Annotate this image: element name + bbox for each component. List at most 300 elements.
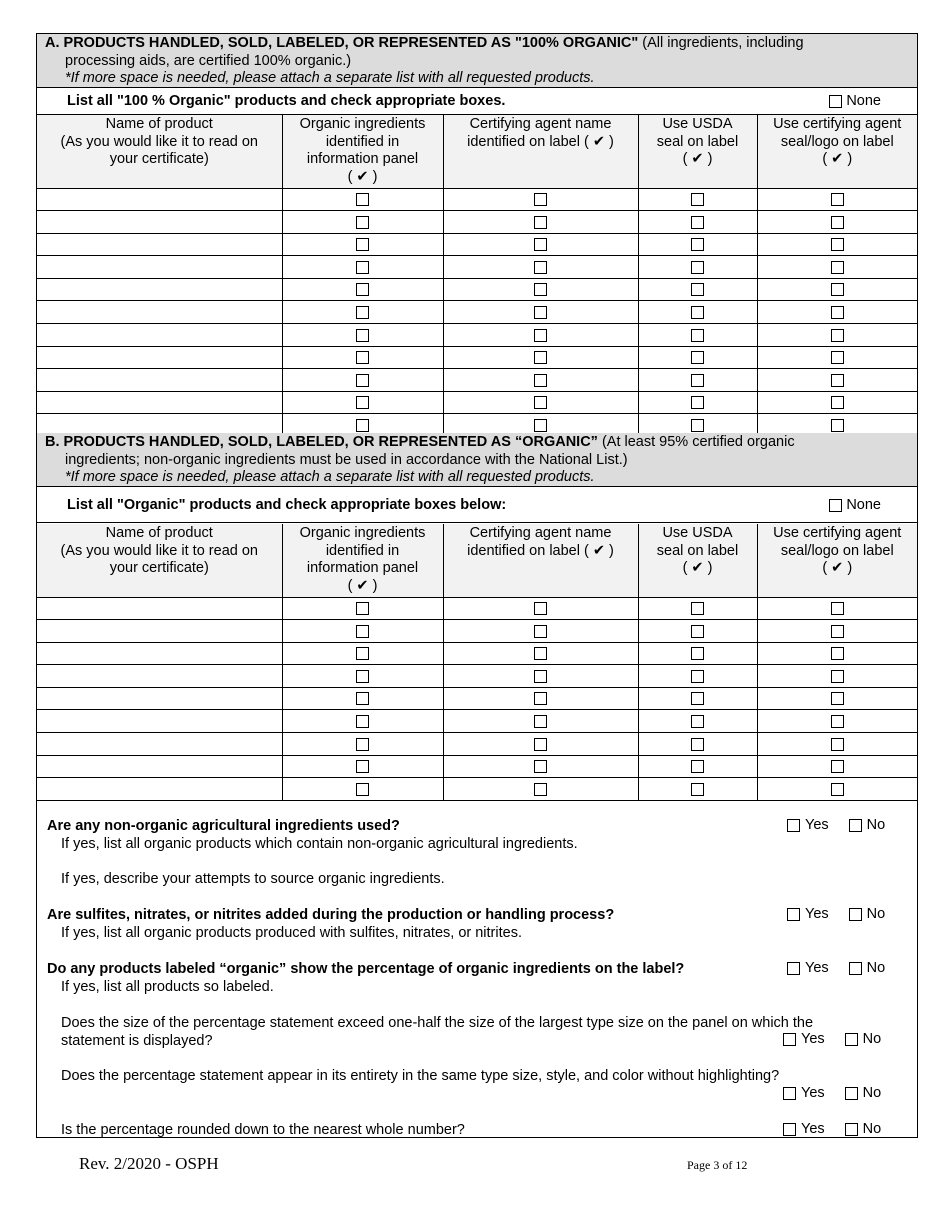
- checkbox-cell: [638, 188, 757, 211]
- agent-seal-checkbox[interactable]: [831, 306, 844, 319]
- section-a-header: [37, 34, 917, 88]
- col-header-seal: [757, 524, 917, 597]
- checkbox-cell: [638, 710, 757, 733]
- checkbox-cell: [638, 278, 757, 301]
- table-row: [37, 687, 917, 710]
- q4-yes-checkbox[interactable]: [783, 1033, 796, 1046]
- header-line: seal/logo on label: [780, 133, 894, 150]
- header-line: seal on label: [656, 133, 739, 150]
- header-line: Name of product: [105, 116, 213, 132]
- checkbox-cell: [757, 256, 917, 279]
- no-label: No: [866, 906, 886, 922]
- section-b-line2: ingredients; non-organic ingredients must be used in accordance with the National List.): [65, 451, 628, 468]
- product-name-cell[interactable]: [37, 346, 282, 369]
- agent-seal-checkbox[interactable]: [831, 715, 844, 728]
- header-line: Name of product: [105, 525, 213, 541]
- usda-seal-checkbox[interactable]: [691, 374, 704, 387]
- q5-no-checkbox[interactable]: [845, 1087, 858, 1100]
- header-line: information panel: [306, 560, 419, 576]
- question-non-organic-sub2: If yes, describe your attempts to source organic ingredients.: [61, 871, 445, 887]
- ingredients-checkbox[interactable]: [356, 738, 369, 751]
- table-row: [37, 278, 917, 301]
- checkbox-cell: [282, 665, 443, 688]
- ingredients-checkbox[interactable]: [356, 238, 369, 251]
- agent-checkbox[interactable]: [534, 329, 547, 342]
- checkbox-cell: [638, 687, 757, 710]
- agent-seal-checkbox[interactable]: [831, 625, 844, 638]
- table-row: [37, 733, 917, 756]
- ingredients-checkbox[interactable]: [356, 419, 369, 432]
- yes-label: Yes: [801, 1085, 825, 1101]
- q1-yes-checkbox[interactable]: [787, 819, 800, 832]
- checkbox-cell: [638, 211, 757, 234]
- section-a-none-checkbox[interactable]: [829, 95, 842, 108]
- agent-seal-checkbox[interactable]: [831, 283, 844, 296]
- col-header-name: [37, 115, 282, 188]
- header-line: Use certifying agent: [773, 116, 902, 132]
- section-a-line2: processing aids, are certified 100% organic.): [65, 52, 352, 69]
- agent-checkbox[interactable]: [534, 647, 547, 660]
- table-row: [37, 665, 917, 688]
- yes-label: Yes: [805, 817, 829, 833]
- yes-label: Yes: [801, 1121, 825, 1137]
- agent-checkbox[interactable]: [534, 374, 547, 387]
- table-row: [37, 620, 917, 643]
- question-non-organic-text: Are any non-organic agricultural ingredients used?: [47, 818, 400, 834]
- col-header-seal: [757, 115, 917, 188]
- ingredients-checkbox[interactable]: [356, 625, 369, 638]
- checkbox-cell: [757, 597, 917, 620]
- checkbox-cell: [757, 733, 917, 756]
- checkbox-cell: [638, 233, 757, 256]
- checkbox-cell: [443, 324, 638, 347]
- checkbox-cell: [638, 597, 757, 620]
- checkbox-cell: [638, 369, 757, 392]
- usda-seal-checkbox[interactable]: [691, 261, 704, 274]
- product-name-cell[interactable]: [37, 755, 282, 778]
- q5-yes-no: [783, 1085, 881, 1101]
- header-line: identified on label ( ✔ ): [467, 542, 614, 559]
- section-b-none-label: None: [846, 497, 881, 513]
- header-line: Use USDA: [662, 116, 733, 132]
- ingredients-checkbox[interactable]: [356, 602, 369, 615]
- section-b-header: [37, 433, 917, 487]
- checkbox-cell: [282, 710, 443, 733]
- header-line: (As you would like it to read on: [60, 542, 258, 559]
- question-percentage-entirety: [37, 1067, 917, 1085]
- ingredients-checkbox[interactable]: [356, 306, 369, 319]
- checkbox-cell: [282, 597, 443, 620]
- checkbox-cell: [757, 211, 917, 234]
- ingredients-checkbox[interactable]: [356, 396, 369, 409]
- ingredients-checkbox[interactable]: [356, 261, 369, 274]
- checkbox-cell: [282, 301, 443, 324]
- q2-no-checkbox[interactable]: [849, 908, 862, 921]
- usda-seal-checkbox[interactable]: [691, 783, 704, 796]
- checkbox-cell: [443, 710, 638, 733]
- q6-no-checkbox[interactable]: [845, 1123, 858, 1136]
- section-a-table: [37, 115, 917, 437]
- q2-yes-no: [787, 906, 885, 922]
- header-line: Certifying agent name: [469, 525, 612, 541]
- ingredients-checkbox[interactable]: [356, 670, 369, 683]
- question-percentage-size-l2: statement is displayed?: [61, 1033, 213, 1049]
- ingredients-checkbox[interactable]: [356, 647, 369, 660]
- agent-checkbox[interactable]: [534, 396, 547, 409]
- question-non-organic: [37, 817, 917, 853]
- checkbox-cell: [638, 642, 757, 665]
- table-row: [37, 778, 917, 801]
- col-header-name: [37, 524, 282, 597]
- yes-label: Yes: [801, 1031, 825, 1047]
- usda-seal-checkbox[interactable]: [691, 329, 704, 342]
- header-line: information panel: [306, 151, 419, 167]
- table-row: [37, 346, 917, 369]
- checkbox-cell: [282, 642, 443, 665]
- no-label: No: [866, 960, 886, 976]
- col-header-usda: [638, 524, 757, 597]
- q3-yes-checkbox[interactable]: [787, 962, 800, 975]
- agent-checkbox[interactable]: [534, 692, 547, 705]
- ingredients-checkbox[interactable]: [356, 760, 369, 773]
- checkbox-cell: [282, 324, 443, 347]
- col-header-ingredients: [282, 115, 443, 188]
- table-row: [37, 755, 917, 778]
- agent-checkbox[interactable]: [534, 670, 547, 683]
- section-b-list-label: List all "Organic" products and check appropriate boxes below:: [67, 497, 507, 513]
- section-b-none-checkbox[interactable]: [829, 499, 842, 512]
- usda-seal-checkbox[interactable]: [691, 715, 704, 728]
- ingredients-checkbox[interactable]: [356, 216, 369, 229]
- question-percentage-text: Do any products labeled “organic” show the percentage of organic ingredients on the label?: [47, 961, 685, 977]
- question-percentage-sub: If yes, list all products so labeled.: [61, 979, 274, 995]
- checkbox-cell: [638, 324, 757, 347]
- table-row: [37, 188, 917, 211]
- table-row: [37, 301, 917, 324]
- agent-seal-checkbox[interactable]: [831, 647, 844, 660]
- agent-checkbox[interactable]: [534, 238, 547, 251]
- yes-label: Yes: [805, 960, 829, 976]
- header-line: ( ✔ ): [347, 577, 378, 594]
- section-a-title: A. PRODUCTS HANDLED, SOLD, LABELED, OR REPRESENTED AS "100% ORGANIC": [45, 35, 639, 51]
- usda-seal-checkbox[interactable]: [691, 692, 704, 705]
- header-line: (As you would like it to read on: [60, 133, 258, 150]
- checkbox-cell: [443, 755, 638, 778]
- col-header-usda: [638, 115, 757, 188]
- table-row: [37, 369, 917, 392]
- ingredients-checkbox[interactable]: [356, 283, 369, 296]
- page-number: Page 3 of 12: [687, 1158, 748, 1172]
- table-row: [37, 597, 917, 620]
- agent-checkbox[interactable]: [534, 602, 547, 615]
- usda-seal-checkbox[interactable]: [691, 419, 704, 432]
- product-name-cell[interactable]: [37, 301, 282, 324]
- header-line: your certificate): [109, 560, 209, 576]
- section-b-title-rest: (At least 95% certified organic: [597, 434, 795, 450]
- table-row: [37, 324, 917, 347]
- no-label: No: [866, 817, 886, 833]
- product-name-cell[interactable]: [37, 369, 282, 392]
- checkbox-cell: [282, 346, 443, 369]
- product-name-cell[interactable]: [37, 391, 282, 414]
- section-b-list-line: [37, 487, 917, 523]
- no-label: No: [862, 1085, 882, 1101]
- section-a-list-line: [37, 88, 917, 115]
- product-name-cell[interactable]: [37, 687, 282, 710]
- checkbox-cell: [282, 256, 443, 279]
- checkbox-cell: [443, 278, 638, 301]
- agent-checkbox[interactable]: [534, 306, 547, 319]
- checkbox-cell: [443, 188, 638, 211]
- checkbox-cell: [638, 346, 757, 369]
- ingredients-checkbox[interactable]: [356, 715, 369, 728]
- q3-no-checkbox[interactable]: [849, 962, 862, 975]
- checkbox-cell: [282, 733, 443, 756]
- product-name-cell[interactable]: [37, 324, 282, 347]
- usda-seal-checkbox[interactable]: [691, 602, 704, 615]
- agent-seal-checkbox[interactable]: [831, 351, 844, 364]
- checkbox-cell: [443, 620, 638, 643]
- usda-seal-checkbox[interactable]: [691, 238, 704, 251]
- checkbox-cell: [638, 391, 757, 414]
- header-line: seal on label: [656, 542, 739, 559]
- usda-seal-checkbox[interactable]: [691, 216, 704, 229]
- agent-seal-checkbox[interactable]: [831, 238, 844, 251]
- header-line: ( ✔ ): [347, 168, 378, 185]
- checkbox-cell: [757, 346, 917, 369]
- agent-checkbox[interactable]: [534, 738, 547, 751]
- no-label: No: [862, 1121, 882, 1137]
- q3-yes-no: [787, 960, 885, 976]
- section-a-title-rest: (All ingredients, including: [638, 35, 804, 51]
- checkbox-cell: [757, 665, 917, 688]
- question-percentage-size-l1: Does the size of the percentage statement exceed one-half the size of the largest type size on the panel on which the: [61, 1015, 814, 1031]
- checkbox-cell: [757, 188, 917, 211]
- checkbox-cell: [757, 620, 917, 643]
- agent-checkbox[interactable]: [534, 625, 547, 638]
- question-sulfites-sub: If yes, list all organic products produced with sulfites, nitrates, or nitrites.: [61, 925, 522, 941]
- ingredients-checkbox[interactable]: [356, 329, 369, 342]
- agent-checkbox[interactable]: [534, 283, 547, 296]
- q4-yes-no: [783, 1031, 881, 1047]
- header-line: identified on label ( ✔ ): [467, 133, 614, 150]
- header-line: Organic ingredients: [299, 525, 426, 541]
- agent-seal-checkbox[interactable]: [831, 783, 844, 796]
- usda-seal-checkbox[interactable]: [691, 396, 704, 409]
- checkbox-cell: [757, 324, 917, 347]
- q6-yes-no: [783, 1121, 881, 1137]
- product-name-cell[interactable]: [37, 278, 282, 301]
- agent-checkbox[interactable]: [534, 419, 547, 432]
- checkbox-cell: [282, 391, 443, 414]
- product-name-cell[interactable]: [37, 188, 282, 211]
- header-line: your certificate): [109, 151, 209, 167]
- q6-yes-checkbox[interactable]: [783, 1123, 796, 1136]
- product-name-cell[interactable]: [37, 665, 282, 688]
- product-name-cell[interactable]: [37, 733, 282, 756]
- yes-label: Yes: [805, 906, 829, 922]
- checkbox-cell: [757, 301, 917, 324]
- agent-seal-checkbox[interactable]: [831, 216, 844, 229]
- usda-seal-checkbox[interactable]: [691, 738, 704, 751]
- usda-seal-checkbox[interactable]: [691, 193, 704, 206]
- product-name-cell[interactable]: [37, 642, 282, 665]
- q5-yes-checkbox[interactable]: [783, 1087, 796, 1100]
- table-row: [37, 710, 917, 733]
- checkbox-cell: [638, 665, 757, 688]
- header-line: ( ✔ ): [682, 560, 713, 576]
- header-line: Use USDA: [662, 525, 733, 541]
- section-b-note: *If more space is needed, please attach a separate list with all requested products.: [65, 469, 595, 485]
- agent-seal-checkbox[interactable]: [831, 738, 844, 751]
- agent-seal-checkbox[interactable]: [831, 261, 844, 274]
- usda-seal-checkbox[interactable]: [691, 670, 704, 683]
- agent-seal-checkbox[interactable]: [831, 602, 844, 615]
- agent-checkbox[interactable]: [534, 193, 547, 206]
- agent-checkbox[interactable]: [534, 715, 547, 728]
- table-row: [37, 256, 917, 279]
- ingredients-checkbox[interactable]: [356, 193, 369, 206]
- agent-seal-checkbox[interactable]: [831, 374, 844, 387]
- agent-seal-checkbox[interactable]: [831, 670, 844, 683]
- q4-no-checkbox[interactable]: [845, 1033, 858, 1046]
- agent-seal-checkbox[interactable]: [831, 329, 844, 342]
- organic-products-form: [36, 33, 918, 1138]
- col-header-ingredients: [282, 524, 443, 597]
- agent-checkbox[interactable]: [534, 351, 547, 364]
- ingredients-checkbox[interactable]: [356, 351, 369, 364]
- checkbox-cell: [443, 665, 638, 688]
- checkbox-cell: [282, 687, 443, 710]
- product-name-cell[interactable]: [37, 778, 282, 801]
- section-a-note: *If more space is needed, please attach a separate list with all requested products.: [65, 70, 595, 86]
- checkbox-cell: [443, 369, 638, 392]
- question-non-organic-sub1: If yes, list all organic products which contain non-organic agricultural ingredients.: [61, 836, 578, 852]
- checkbox-cell: [443, 642, 638, 665]
- checkbox-cell: [443, 778, 638, 801]
- checkbox-cell: [282, 778, 443, 801]
- checkbox-cell: [757, 391, 917, 414]
- col-header-agent: [443, 115, 638, 188]
- ingredients-checkbox[interactable]: [356, 692, 369, 705]
- checkbox-cell: [443, 233, 638, 256]
- checkbox-cell: [638, 733, 757, 756]
- header-line: ( ✔ ): [822, 560, 853, 576]
- product-name-cell[interactable]: [37, 620, 282, 643]
- checkbox-cell: [638, 755, 757, 778]
- q1-no-checkbox[interactable]: [849, 819, 862, 832]
- agent-seal-checkbox[interactable]: [831, 396, 844, 409]
- checkbox-cell: [638, 256, 757, 279]
- q1-yes-no: [787, 817, 885, 833]
- checkbox-cell: [757, 369, 917, 392]
- checkbox-cell: [638, 301, 757, 324]
- checkbox-cell: [443, 733, 638, 756]
- header-line: Certifying agent name: [469, 116, 612, 132]
- checkbox-cell: [638, 620, 757, 643]
- checkbox-cell: [282, 755, 443, 778]
- col-header-agent: [443, 524, 638, 597]
- usda-seal-checkbox[interactable]: [691, 306, 704, 319]
- section-b-table: [37, 524, 917, 801]
- checkbox-cell: [757, 710, 917, 733]
- agent-seal-checkbox[interactable]: [831, 419, 844, 432]
- checkbox-cell: [282, 369, 443, 392]
- question-non-organic-sourcing: [37, 870, 917, 888]
- agent-checkbox[interactable]: [534, 783, 547, 796]
- usda-seal-checkbox[interactable]: [691, 760, 704, 773]
- table-row: [37, 211, 917, 234]
- header-line: identified in: [325, 542, 400, 559]
- question-percentage-label: [37, 960, 917, 996]
- usda-seal-checkbox[interactable]: [691, 625, 704, 638]
- usda-seal-checkbox[interactable]: [691, 283, 704, 296]
- checkbox-cell: [282, 278, 443, 301]
- agent-seal-checkbox[interactable]: [831, 692, 844, 705]
- section-a-none-label: None: [846, 93, 881, 109]
- checkbox-cell: [443, 211, 638, 234]
- checkbox-cell: [282, 188, 443, 211]
- table-row: [37, 642, 917, 665]
- checkbox-cell: [443, 597, 638, 620]
- checkbox-cell: [757, 642, 917, 665]
- product-name-cell[interactable]: [37, 597, 282, 620]
- header-line: Use certifying agent: [773, 525, 902, 541]
- checkbox-cell: [757, 278, 917, 301]
- header-line: ( ✔ ): [822, 151, 853, 167]
- checkbox-cell: [757, 778, 917, 801]
- agent-seal-checkbox[interactable]: [831, 193, 844, 206]
- revision-footer: Rev. 2/2020 - OSPH: [79, 1154, 219, 1173]
- checkbox-cell: [443, 687, 638, 710]
- checkbox-cell: [443, 346, 638, 369]
- checkbox-cell: [638, 778, 757, 801]
- question-percentage-entirety-text: Does the percentage statement appear in its entirety in the same type size, style, and color without highlighting?: [61, 1068, 780, 1084]
- table-row: [37, 233, 917, 256]
- question-percentage-rounded-text: Is the percentage rounded down to the nearest whole number?: [61, 1122, 465, 1138]
- checkbox-cell: [757, 755, 917, 778]
- agent-checkbox[interactable]: [534, 261, 547, 274]
- usda-seal-checkbox[interactable]: [691, 351, 704, 364]
- checkbox-cell: [757, 233, 917, 256]
- checkbox-cell: [443, 391, 638, 414]
- checkbox-cell: [757, 687, 917, 710]
- product-name-cell[interactable]: [37, 256, 282, 279]
- question-sulfites: [37, 906, 917, 942]
- section-b-title: B. PRODUCTS HANDLED, SOLD, LABELED, OR REPRESENTED AS “ORGANIC”: [45, 434, 598, 450]
- ingredients-checkbox[interactable]: [356, 374, 369, 387]
- checkbox-cell: [282, 620, 443, 643]
- checkbox-cell: [282, 211, 443, 234]
- section-a-list-label: List all "100 % Organic" products and check appropriate boxes.: [67, 93, 506, 109]
- checkbox-cell: [443, 256, 638, 279]
- agent-checkbox[interactable]: [534, 216, 547, 229]
- question-sulfites-text: Are sulfites, nitrates, or nitrites added during the production or handling process?: [47, 907, 615, 923]
- ingredients-checkbox[interactable]: [356, 783, 369, 796]
- header-line: identified in: [325, 133, 400, 150]
- no-label: No: [862, 1031, 882, 1047]
- usda-seal-checkbox[interactable]: [691, 647, 704, 660]
- product-name-cell[interactable]: [37, 710, 282, 733]
- product-name-cell[interactable]: [37, 233, 282, 256]
- product-name-cell[interactable]: [37, 211, 282, 234]
- header-line: Organic ingredients: [299, 116, 426, 132]
- agent-seal-checkbox[interactable]: [831, 760, 844, 773]
- agent-checkbox[interactable]: [534, 760, 547, 773]
- q2-yes-checkbox[interactable]: [787, 908, 800, 921]
- header-line: seal/logo on label: [780, 542, 894, 559]
- header-line: ( ✔ ): [682, 151, 713, 167]
